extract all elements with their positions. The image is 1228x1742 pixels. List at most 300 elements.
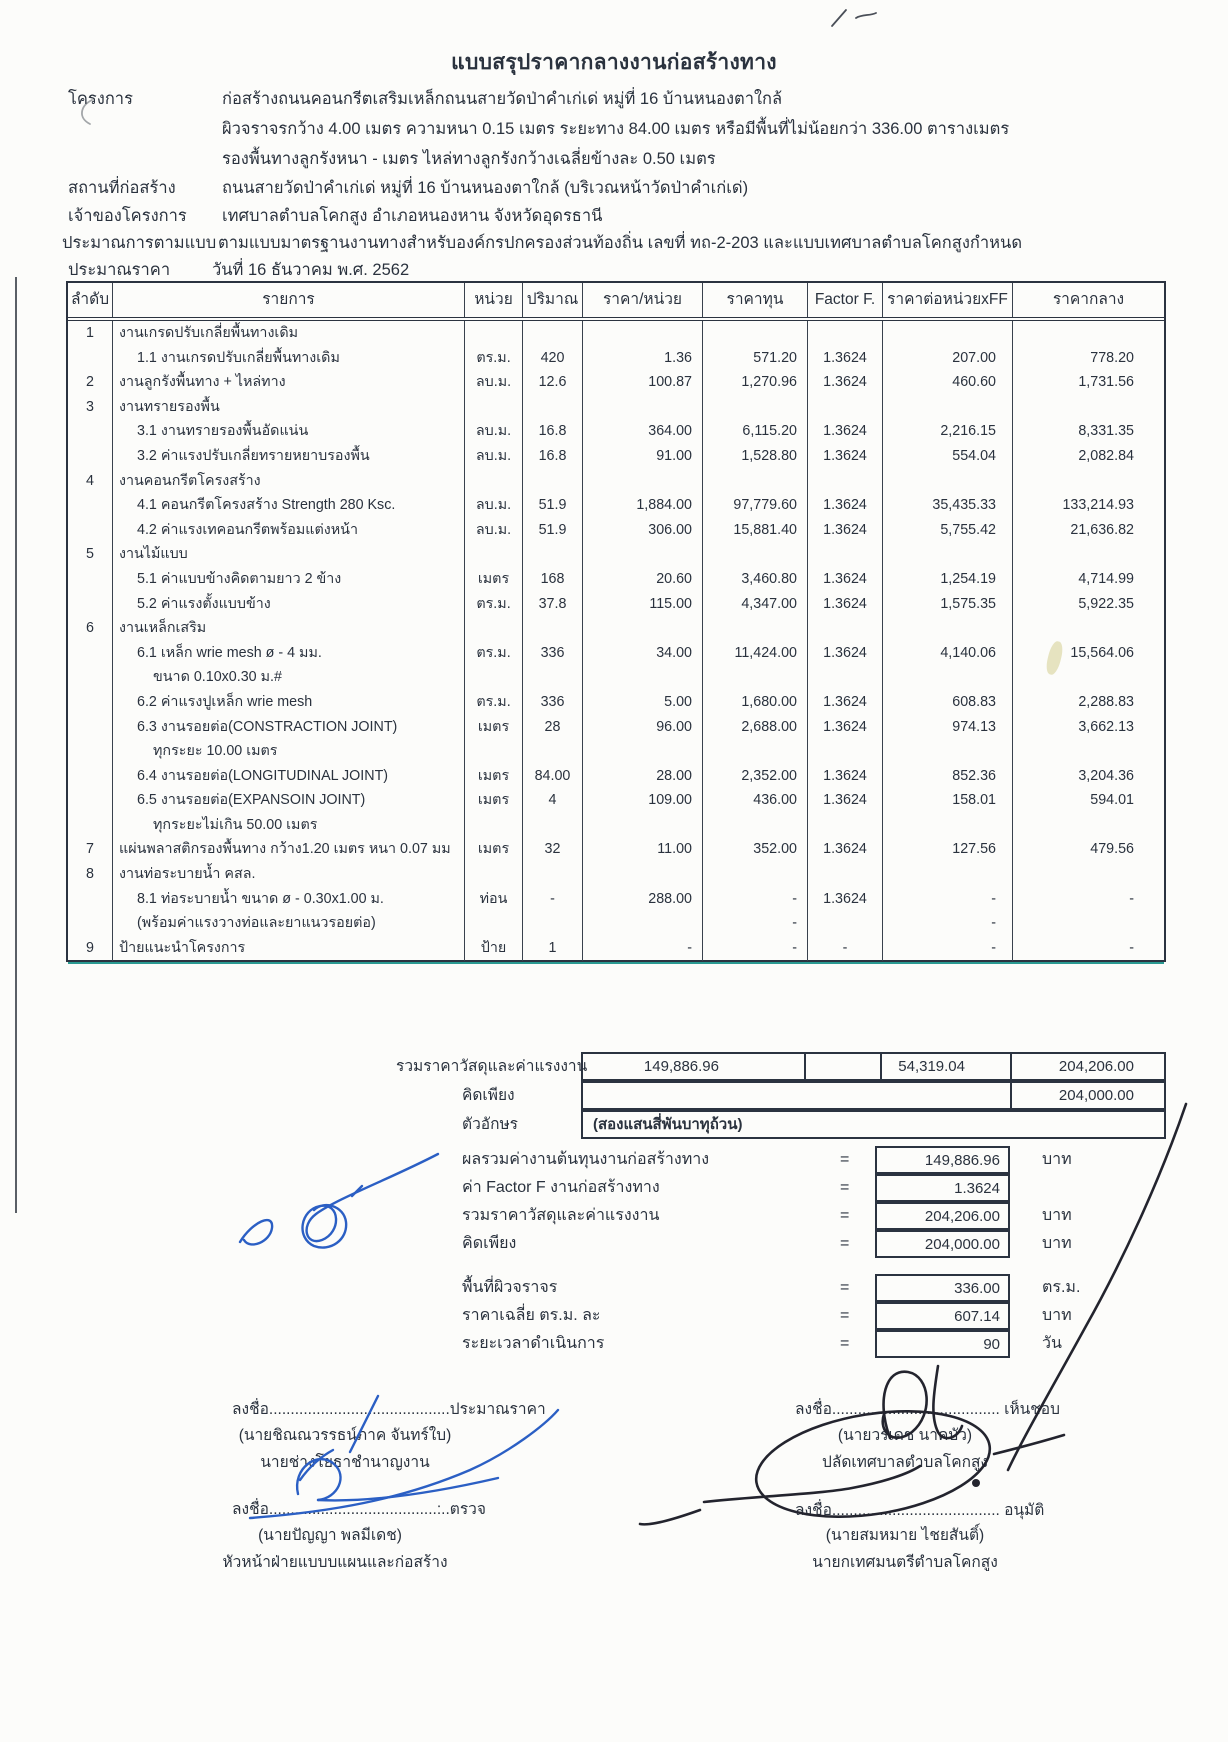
cell-unitxff	[883, 665, 1013, 690]
cell-unitxff	[883, 395, 1013, 420]
cell-desc: 1.1 งานเกรดปรับเกลี่ยพื้นทางเดิม	[113, 346, 465, 371]
cell-cost	[703, 739, 808, 764]
cell-midprice: 594.01	[1090, 792, 1134, 809]
cell-price	[583, 542, 703, 567]
cell-midprice: 2,288.83	[1078, 693, 1134, 710]
summary-unit: บาท	[1042, 1207, 1072, 1224]
cell-midprice: 778.20	[1090, 349, 1134, 366]
cell-factor: 1.3624	[808, 346, 883, 371]
summary-unit: บาท	[1042, 1151, 1072, 1168]
table-row	[68, 764, 1164, 789]
cell-desc: งานคอนกรีตโครงสร้าง	[113, 469, 465, 494]
cell-unitxff: 35,435.33	[883, 493, 1013, 518]
cell-unit	[465, 542, 523, 567]
cell-cost: 2,352.00	[703, 764, 808, 789]
summary-value-box: 149,886.96	[875, 1146, 1010, 1174]
cell-midprice: 479.56	[1090, 841, 1134, 858]
cell-price	[583, 616, 703, 641]
cell-unitxff: 158.01	[883, 788, 1013, 813]
cell-cost: -	[703, 936, 808, 961]
cell-qty: 16.8	[523, 419, 583, 444]
table-row	[68, 788, 1164, 813]
cell-cost	[703, 616, 808, 641]
cell-no: 1	[68, 321, 113, 346]
summary-unit: ตร.ม.	[1042, 1279, 1081, 1296]
sig3-name: (นายวรเดช นาคบัว)	[837, 1427, 973, 1444]
cell-unit: เมตร	[465, 764, 523, 789]
cell-qty	[523, 321, 583, 346]
cell-qty: 1	[523, 936, 583, 961]
cell-cost: 3,460.80	[703, 567, 808, 592]
standard-value: ตามแบบมาตรฐานงานทางสำหรับองค์กรปกครองส่วนท้องถิ่น เลขที่ ทถ-2-203 และแบบเทศบาลตำบลโคกสูงกำหนด	[218, 234, 1023, 252]
cell-price: 20.60	[583, 567, 703, 592]
owner-label: เจ้าของโครงการ	[68, 207, 187, 225]
cell-price: 11.00	[583, 837, 703, 862]
cell-factor: 1.3624	[808, 592, 883, 617]
cell-desc: 6.2 ค่าแรงปูเหล็ก wrie mesh	[113, 690, 465, 715]
header-factor: Factor F.	[808, 283, 883, 317]
cell-factor	[808, 665, 883, 690]
table-row	[68, 715, 1164, 740]
cell-cost: 571.20	[703, 346, 808, 371]
table-row	[68, 936, 1164, 961]
cell-factor: 1.3624	[808, 370, 883, 395]
page-title: แบบสรุปราคากลางงานก่อสร้างทาง	[451, 51, 777, 74]
totals-row2-label: คิดเพียง	[462, 1087, 515, 1104]
cell-desc: 4.1 คอนกรีตโครงสร้าง Strength 280 Ksc.	[113, 493, 465, 518]
table-row	[68, 862, 1164, 887]
cell-no	[68, 641, 113, 666]
cell-unit: ท่อน	[465, 887, 523, 912]
cell-no	[68, 715, 113, 740]
cell-desc: 5.2 ค่าแรงตั้งแบบข้าง	[113, 592, 465, 617]
cell-no	[68, 911, 113, 936]
location-label: สถานที่ก่อสร้าง	[68, 179, 176, 197]
cell-unit: ตร.ม.	[465, 346, 523, 371]
owner-value: เทศบาลตำบลโคกสูง อำเภอหนองหาน จังหวัดอุดรธานี	[222, 207, 603, 225]
cell-cost	[703, 395, 808, 420]
cell-cost	[703, 542, 808, 567]
cell-cost: 6,115.20	[703, 419, 808, 444]
cell-unitxff: -	[883, 887, 1013, 912]
cell-factor: 1.3624	[808, 887, 883, 912]
summary-equals: =	[840, 1307, 850, 1324]
sig2-name: (นายปัญญา พลมีเดช)	[258, 1527, 402, 1544]
summary-unit: วัน	[1042, 1335, 1062, 1352]
cell-unitxff	[883, 469, 1013, 494]
summary-unit: บาท	[1042, 1235, 1072, 1252]
table-row	[68, 321, 1164, 346]
cell-factor: 1.3624	[808, 715, 883, 740]
totals-row3-label: ตัวอักษร	[462, 1116, 519, 1133]
table-row	[68, 616, 1164, 641]
cell-unitxff	[883, 739, 1013, 764]
cell-no	[68, 665, 113, 690]
cell-factor	[808, 321, 883, 346]
summary-value-box: 90	[875, 1330, 1010, 1358]
cell-factor: 1.3624	[808, 567, 883, 592]
cell-factor	[808, 542, 883, 567]
amount-in-words-box: (สองแสนสี่พันบาทุถ้วน)	[581, 1110, 1166, 1139]
cell-unitxff	[883, 321, 1013, 346]
cell-price: 1,884.00	[583, 493, 703, 518]
cell-desc: งานไม้แบบ	[113, 542, 465, 567]
cell-price: 28.00	[583, 764, 703, 789]
cell-price	[583, 395, 703, 420]
summary-label: ผลรวมค่างานต้นทุนงานก่อสร้างทาง	[462, 1151, 710, 1168]
cell-desc: ขนาด 0.10x0.30 ม.#	[113, 665, 465, 690]
cell-no	[68, 887, 113, 912]
sig1-name: (นายชิณณวรรธน์ภาค จันทร์ใบ)	[238, 1427, 452, 1444]
cell-factor: 1.3624	[808, 788, 883, 813]
cell-desc: ทุกระยะไม่เกิน 50.00 เมตร	[113, 813, 465, 838]
cell-unit: ลบ.ม.	[465, 493, 523, 518]
cell-cost: 2,688.00	[703, 715, 808, 740]
cell-qty	[523, 616, 583, 641]
rounded-empty-box	[581, 1081, 1012, 1110]
cell-unit: ตร.ม.	[465, 592, 523, 617]
cell-no: 4	[68, 469, 113, 494]
summary-value-box: 336.00	[875, 1274, 1010, 1302]
cell-no	[68, 419, 113, 444]
cell-unitxff	[883, 542, 1013, 567]
table-row	[68, 813, 1164, 838]
sig4-role: นายกเทศมนตรีตำบลโคกสูง	[812, 1554, 998, 1571]
table-row	[68, 493, 1164, 518]
cell-qty: 12.6	[523, 370, 583, 395]
summary-equals: =	[840, 1235, 850, 1252]
cell-midprice: 4,714.99	[1078, 570, 1134, 587]
cell-unit	[465, 395, 523, 420]
cell-factor: 1.3624	[808, 518, 883, 543]
cell-midprice: 5,922.35	[1078, 595, 1134, 612]
cell-qty: 16.8	[523, 444, 583, 469]
cell-no	[68, 592, 113, 617]
cell-price	[583, 321, 703, 346]
cell-cost: 11,424.00	[703, 641, 808, 666]
cell-desc: งานท่อระบายน้ำ คสล.	[113, 862, 465, 887]
cell-cost: 15,881.40	[703, 518, 808, 543]
header-unitxff: ราคาต่อหน่วยxFF	[883, 283, 1013, 317]
cell-desc: งานเกรดปรับเกลี่ยพื้นทางเดิม	[113, 321, 465, 346]
table-row	[68, 641, 1164, 666]
cell-no	[68, 690, 113, 715]
summary-equals: =	[840, 1207, 850, 1224]
cell-qty: 336	[523, 641, 583, 666]
header-item: รายการ	[113, 283, 465, 317]
summary-equals: =	[840, 1335, 850, 1352]
table-row	[68, 469, 1164, 494]
cell-midprice: 3,204.36	[1078, 767, 1134, 784]
cell-price: 100.87	[583, 370, 703, 395]
cell-unit	[465, 911, 523, 936]
cell-midprice	[1013, 813, 1164, 838]
cell-unitxff: 2,216.15	[883, 419, 1013, 444]
cell-unit	[465, 665, 523, 690]
rounded-total-box: 204,000.00	[1010, 1081, 1166, 1110]
cell-qty	[523, 542, 583, 567]
cell-unit: ลบ.ม.	[465, 444, 523, 469]
cell-cost	[703, 665, 808, 690]
cell-unit: ตร.ม.	[465, 641, 523, 666]
cell-desc: 6.5 งานรอยต่อ(EXPANSOIN JOINT)	[113, 788, 465, 813]
summary-equals: =	[840, 1179, 850, 1196]
table-row	[68, 542, 1164, 567]
cell-price	[583, 862, 703, 887]
cell-unit	[465, 616, 523, 641]
sig4-name: (นายสมหมาย ไชยสันติ์)	[825, 1527, 985, 1544]
cell-cost	[703, 469, 808, 494]
cell-price: 1.36	[583, 346, 703, 371]
cell-price	[583, 813, 703, 838]
cell-qty	[523, 469, 583, 494]
cell-price: 34.00	[583, 641, 703, 666]
totals-midprice-box: 204,206.00	[1010, 1052, 1166, 1081]
cell-qty: 168	[523, 567, 583, 592]
cell-no	[68, 493, 113, 518]
cell-desc: 6.1 เหล็ก wrie mesh ø - 4 มม.	[113, 641, 465, 666]
summary-label: พื้นที่ผิวจราจร	[462, 1279, 558, 1296]
cell-unitxff: 127.56	[883, 837, 1013, 862]
summary-value-box: 607.14	[875, 1302, 1010, 1330]
cell-desc: 6.3 งานรอยต่อ(CONSTRACTION JOINT)	[113, 715, 465, 740]
cell-unit: ลบ.ม.	[465, 518, 523, 543]
cell-qty: -	[523, 887, 583, 912]
cell-midprice	[1013, 321, 1164, 346]
cell-unit: เมตร	[465, 788, 523, 813]
project-line-2: ผิวจราจรกว้าง 4.00 เมตร ความหนา 0.15 เมตร ระยะทาง 84.00 เมตร หรือมีพื้นที่ไม่น้อยกว่า 336.00 ตารางเมตร	[222, 120, 1010, 138]
cell-desc: ทุกระยะ 10.00 เมตร	[113, 739, 465, 764]
cell-unitxff: 608.83	[883, 690, 1013, 715]
sig1-role: นายช่างโยธาชำนาญงาน	[260, 1454, 430, 1471]
project-label: โครงการ	[68, 90, 133, 108]
cell-price	[583, 665, 703, 690]
table-row	[68, 911, 1164, 936]
cell-factor: 1.3624	[808, 690, 883, 715]
cell-factor	[808, 813, 883, 838]
header-midprice: ราคากลาง	[1052, 291, 1125, 308]
cell-unit	[465, 813, 523, 838]
totals-empty-box	[804, 1052, 882, 1081]
cell-no: 5	[68, 542, 113, 567]
cell-midprice	[1013, 395, 1164, 420]
table-row	[68, 690, 1164, 715]
sig2-line: ลงชื่อ.......................................:..ตรวจ	[232, 1501, 486, 1518]
cell-qty: 37.8	[523, 592, 583, 617]
cell-factor: 1.3624	[808, 764, 883, 789]
cell-price	[583, 469, 703, 494]
cell-factor: 1.3624	[808, 493, 883, 518]
cell-qty	[523, 911, 583, 936]
cell-qty	[523, 395, 583, 420]
cell-qty	[523, 665, 583, 690]
cell-no	[68, 788, 113, 813]
cell-unitxff: 5,755.42	[883, 518, 1013, 543]
cell-qty: 84.00	[523, 764, 583, 789]
project-line-1: ก่อสร้างถนนคอนกรีตเสริมเหล็กถนนสายวัดป่าคำเก่เด่ หมู่ที่ 16 บ้านหนองตาใกล้	[222, 90, 783, 108]
cell-unitxff: 852.36	[883, 764, 1013, 789]
cell-desc: (พร้อมค่าแรงวางท่อและยาแนวรอยต่อ)	[113, 911, 465, 936]
header-cost: ราคาทุน	[703, 283, 808, 317]
cell-midprice: 3,662.13	[1078, 718, 1134, 735]
cell-cost: 1,680.00	[703, 690, 808, 715]
cell-unit: เมตร	[465, 837, 523, 862]
summary-label: ราคาเฉลี่ย ตร.ม. ละ	[462, 1307, 601, 1324]
cell-desc: 5.1 ค่าแบบข้างคิดตามยาว 2 ข้าง	[113, 567, 465, 592]
sig3-line: ลงชื่อ....................................... เห็นชอบ	[795, 1401, 1060, 1418]
cell-desc: 3.2 ค่าแรงปรับเกลี่ยทรายหยาบรองพื้น	[113, 444, 465, 469]
table-row	[68, 444, 1164, 469]
cell-cost: -	[703, 887, 808, 912]
summary-value-box: 204,206.00	[875, 1202, 1010, 1230]
cell-midprice: 133,214.93	[1062, 497, 1134, 514]
cell-midprice: 8,331.35	[1078, 423, 1134, 440]
cell-unitxff: -	[883, 911, 1013, 936]
cell-qty	[523, 739, 583, 764]
sig4-line: ลงชื่อ....................................... อนุมัติ	[795, 1502, 1045, 1519]
cell-unitxff: 554.04	[883, 444, 1013, 469]
cell-price: 115.00	[583, 592, 703, 617]
cell-midprice: -	[1129, 890, 1134, 907]
cell-factor: 1.3624	[808, 444, 883, 469]
header-no: ลำดับ	[68, 283, 113, 317]
cell-qty	[523, 813, 583, 838]
cell-desc: ป้ายแนะนำโครงการ	[113, 936, 465, 961]
cell-desc: งานเหล็กเสริม	[113, 616, 465, 641]
table-row	[68, 419, 1164, 444]
cell-factor: 1.3624	[808, 419, 883, 444]
cell-unitxff: 207.00	[883, 346, 1013, 371]
cell-factor	[808, 469, 883, 494]
location-value: ถนนสายวัดป่าคำเก่เด่ หมู่ที่ 16 บ้านหนองตาใกล้ (บริเวณหน้าวัดป่าคำเก่เด่)	[222, 179, 749, 197]
cell-midprice	[1013, 862, 1164, 887]
summary-value-box: 204,000.00	[875, 1230, 1010, 1258]
cell-unitxff	[883, 616, 1013, 641]
cell-qty: 51.9	[523, 518, 583, 543]
cell-qty: 32	[523, 837, 583, 862]
cell-price: 364.00	[583, 419, 703, 444]
cell-no: 6	[68, 616, 113, 641]
cell-unitxff: 1,254.19	[883, 567, 1013, 592]
cell-midprice: 2,082.84	[1078, 447, 1134, 464]
totals-row1-label: รวมราคาวัสดุและค่าแรงงาน	[396, 1058, 588, 1075]
cell-midprice	[1013, 616, 1164, 641]
cell-unit: ตร.ม.	[465, 690, 523, 715]
cell-no	[68, 518, 113, 543]
cell-no	[68, 764, 113, 789]
cell-cost	[703, 862, 808, 887]
cell-price	[583, 911, 703, 936]
table-row	[68, 395, 1164, 420]
table-body	[68, 321, 1164, 960]
cell-no: 9	[68, 936, 113, 961]
cell-price	[583, 739, 703, 764]
table-row	[68, 592, 1164, 617]
cell-unitxff	[883, 862, 1013, 887]
cell-desc: แผ่นพลาสติกรองพื้นทาง กว้าง1.20 เมตร หนา 0.07 มม	[113, 837, 465, 862]
cell-midprice	[1013, 542, 1164, 567]
cell-factor	[808, 739, 883, 764]
header-unit: หน่วย	[465, 283, 523, 317]
cell-unit	[465, 469, 523, 494]
cell-qty	[523, 862, 583, 887]
cell-midprice	[1013, 469, 1164, 494]
estimate-date: วันที่ 16 ธันวาคม พ.ศ. 2562	[212, 261, 410, 279]
sig2-role: หัวหน้าฝ่ายแบบบแผนและก่อสร้าง	[222, 1554, 448, 1571]
summary-value-box: 1.3624	[875, 1174, 1010, 1202]
header-price: ราคา/หน่วย	[583, 283, 703, 317]
cell-no	[68, 813, 113, 838]
cell-factor: 1.3624	[808, 641, 883, 666]
cell-no	[68, 739, 113, 764]
cell-desc: 8.1 ท่อระบายน้ำ ขนาด ø - 0.30x1.00 ม.	[113, 887, 465, 912]
cell-factor: 1.3624	[808, 837, 883, 862]
cell-unitxff: 1,575.35	[883, 592, 1013, 617]
cell-midprice: 15,564.06	[1070, 644, 1134, 661]
table-row	[68, 887, 1164, 912]
cell-price: 5.00	[583, 690, 703, 715]
cell-cost	[703, 813, 808, 838]
cell-unit: เมตร	[465, 567, 523, 592]
cell-qty: 28	[523, 715, 583, 740]
cell-factor	[808, 911, 883, 936]
cell-unit: เมตร	[465, 715, 523, 740]
cell-qty: 336	[523, 690, 583, 715]
cell-qty: 420	[523, 346, 583, 371]
cell-price: 109.00	[583, 788, 703, 813]
cell-midprice: 21,636.82	[1070, 521, 1134, 538]
cost-table	[66, 281, 1166, 962]
cell-price: -	[583, 936, 703, 961]
sig3-role: ปลัดเทศบาลตำบลโคกสูง	[821, 1454, 988, 1471]
totals-unitxff-box: 54,319.04	[880, 1052, 1012, 1081]
cell-qty: 51.9	[523, 493, 583, 518]
header-qty: ปริมาณ	[523, 283, 583, 317]
cell-no: 2	[68, 370, 113, 395]
cell-qty: 4	[523, 788, 583, 813]
summary-unit: บาท	[1042, 1307, 1072, 1324]
cell-cost: -	[703, 911, 808, 936]
cell-no: 7	[68, 837, 113, 862]
summary-label: ค่า Factor F งานก่อสร้างทาง	[462, 1179, 660, 1196]
cell-desc: 4.2 ค่าแรงเทคอนกรีตพร้อมแต่งหน้า	[113, 518, 465, 543]
cell-factor	[808, 862, 883, 887]
totals-cost-box: 149,886.96	[581, 1052, 806, 1081]
scan-edge-line	[15, 277, 17, 1213]
cell-midprice	[1013, 739, 1164, 764]
cell-midprice: -	[1129, 939, 1134, 956]
cell-price: 306.00	[583, 518, 703, 543]
cell-unit	[465, 321, 523, 346]
estimate-label: ประมาณราคา	[68, 261, 171, 279]
cell-unit: ลบ.ม.	[465, 419, 523, 444]
standard-label: ประมาณการตามแบบ	[62, 234, 217, 252]
table-row	[68, 370, 1164, 395]
cell-no	[68, 567, 113, 592]
summary-label: ระยะเวลาดำเนินการ	[462, 1335, 605, 1352]
table-row	[68, 346, 1164, 371]
cell-unitxff: 974.13	[883, 715, 1013, 740]
table-row	[68, 739, 1164, 764]
cell-no	[68, 346, 113, 371]
table-row	[68, 665, 1164, 690]
cell-unit: ป้าย	[465, 936, 523, 961]
cell-desc: 6.4 งานรอยต่อ(LONGITUDINAL JOINT)	[113, 764, 465, 789]
cell-unit: ลบ.ม.	[465, 370, 523, 395]
cell-unitxff: 460.60	[883, 370, 1013, 395]
cell-midprice	[1013, 911, 1164, 936]
cell-desc: 3.1 งานทรายรองพื้นอัดแน่น	[113, 419, 465, 444]
